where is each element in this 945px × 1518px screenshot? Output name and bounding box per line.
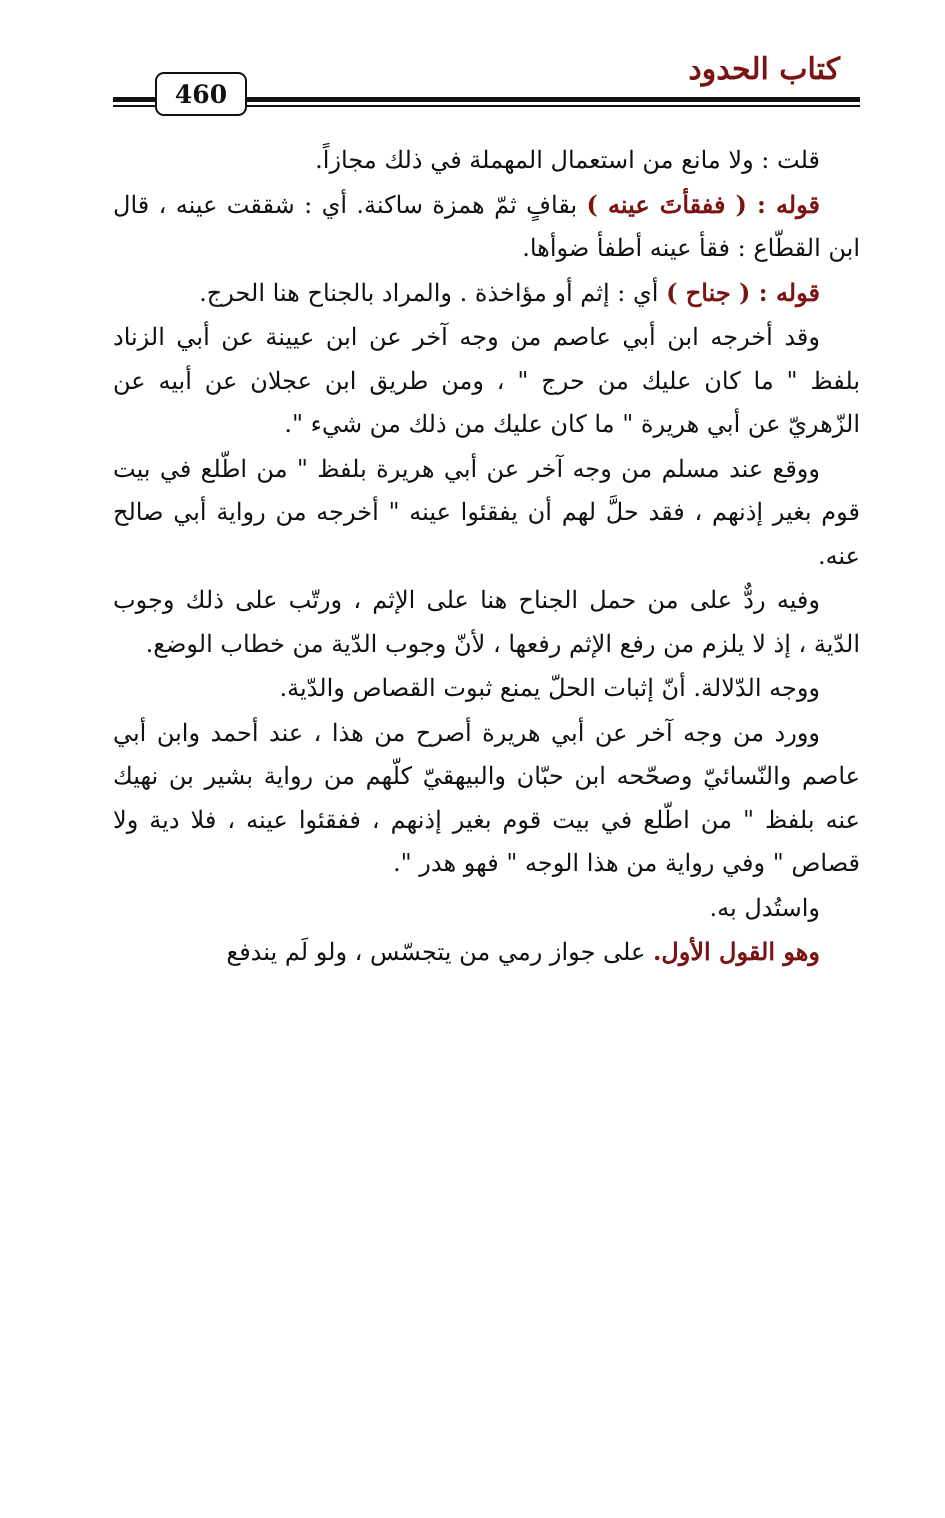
paragraph-lead: قوله : ( ففقأتَ عينه ): [586, 189, 820, 219]
paragraph-2: [113, 183, 860, 271]
paragraph-lead: قوله : ( جناح ): [666, 277, 820, 307]
paragraph-1: [113, 138, 860, 183]
book-title: كتاب الحدود: [688, 52, 840, 87]
paragraph-7: [113, 666, 860, 711]
paragraph-10: [113, 930, 860, 975]
paragraph-text: قلت : ولا مانع من استعمال المهملة في ذلك مجازاً.: [315, 146, 820, 174]
paragraph-lead: وهو القول الأول.: [652, 937, 820, 966]
paragraph-5: [113, 447, 860, 579]
page-body: [113, 138, 860, 975]
paragraph-text: وورد من وجه آخر عن أبي هريرة أصرح من هذا ، عند أحمد وابن أبي عاصم والنّسائيّ وصحّحه ابن حبّان والبيهقيّ كلّهم من رواية بشير بن نهيك عنه بلفظ " من اطّلع في بيت قوم بغير إذنهم ، ففقئوا عينه ، فلا دية ولا قصاص " وفي رواية من هذا الوجه " فهو هدر ".: [113, 718, 860, 877]
paragraph-8: [113, 711, 860, 886]
paragraph-text: واستُدل به.: [709, 893, 820, 922]
paragraph-6: [113, 578, 860, 666]
paragraph-text: وقد أخرجه ابن أبي عاصم من وجه آخر عن ابن عيينة عن أبي الزناد بلفظ " ما كان عليك من حرج " ، ومن طريق ابن عجلان عن أبيه عن الزّهريّ عن أبي هريرة " ما كان عليك من ذلك من شيء ".: [113, 323, 861, 438]
page-number-box: 460: [155, 72, 247, 116]
paragraph-text: أي : إثم أو مؤاخذة . والمراد بالجناح هنا الحرج.: [199, 278, 667, 307]
paragraph-text: ووجه الدّلالة. أنّ إثبات الحلّ يمنع ثبوت القصاص والدّية.: [279, 674, 820, 702]
paragraph-text: ووقع عند مسلم من وجه آخر عن أبي هريرة بلفظ " من اطّلع في بيت قوم بغير إذنهم ، فقد حلَّ لهم أن يفقئوا عينه " أخرجه من رواية أبي صالح عنه.: [113, 454, 860, 570]
paragraph-9: [113, 886, 860, 931]
paragraph-text: وفيه ردٌّ على من حمل الجناح هنا على الإثم ، ورتّب على ذلك وجوب الدّية ، إذ لا يلزم من رفع الإثم رفعها ، لأنّ وجوب الدّية من خطاب الوضع.: [113, 586, 860, 658]
paragraph-4: [113, 315, 860, 447]
page-header: [0, 0, 945, 130]
paragraph-3: [113, 271, 860, 316]
paragraph-text: على جواز رمي من يتجسّس ، ولو لَم يندفع: [226, 938, 653, 966]
paragraph-text: بقافٍ ثمّ همزة ساكنة. أي : شققت عينه ، قال ابن القطّاع : فقأ عينه أطفأ ضوأها.: [113, 190, 860, 262]
